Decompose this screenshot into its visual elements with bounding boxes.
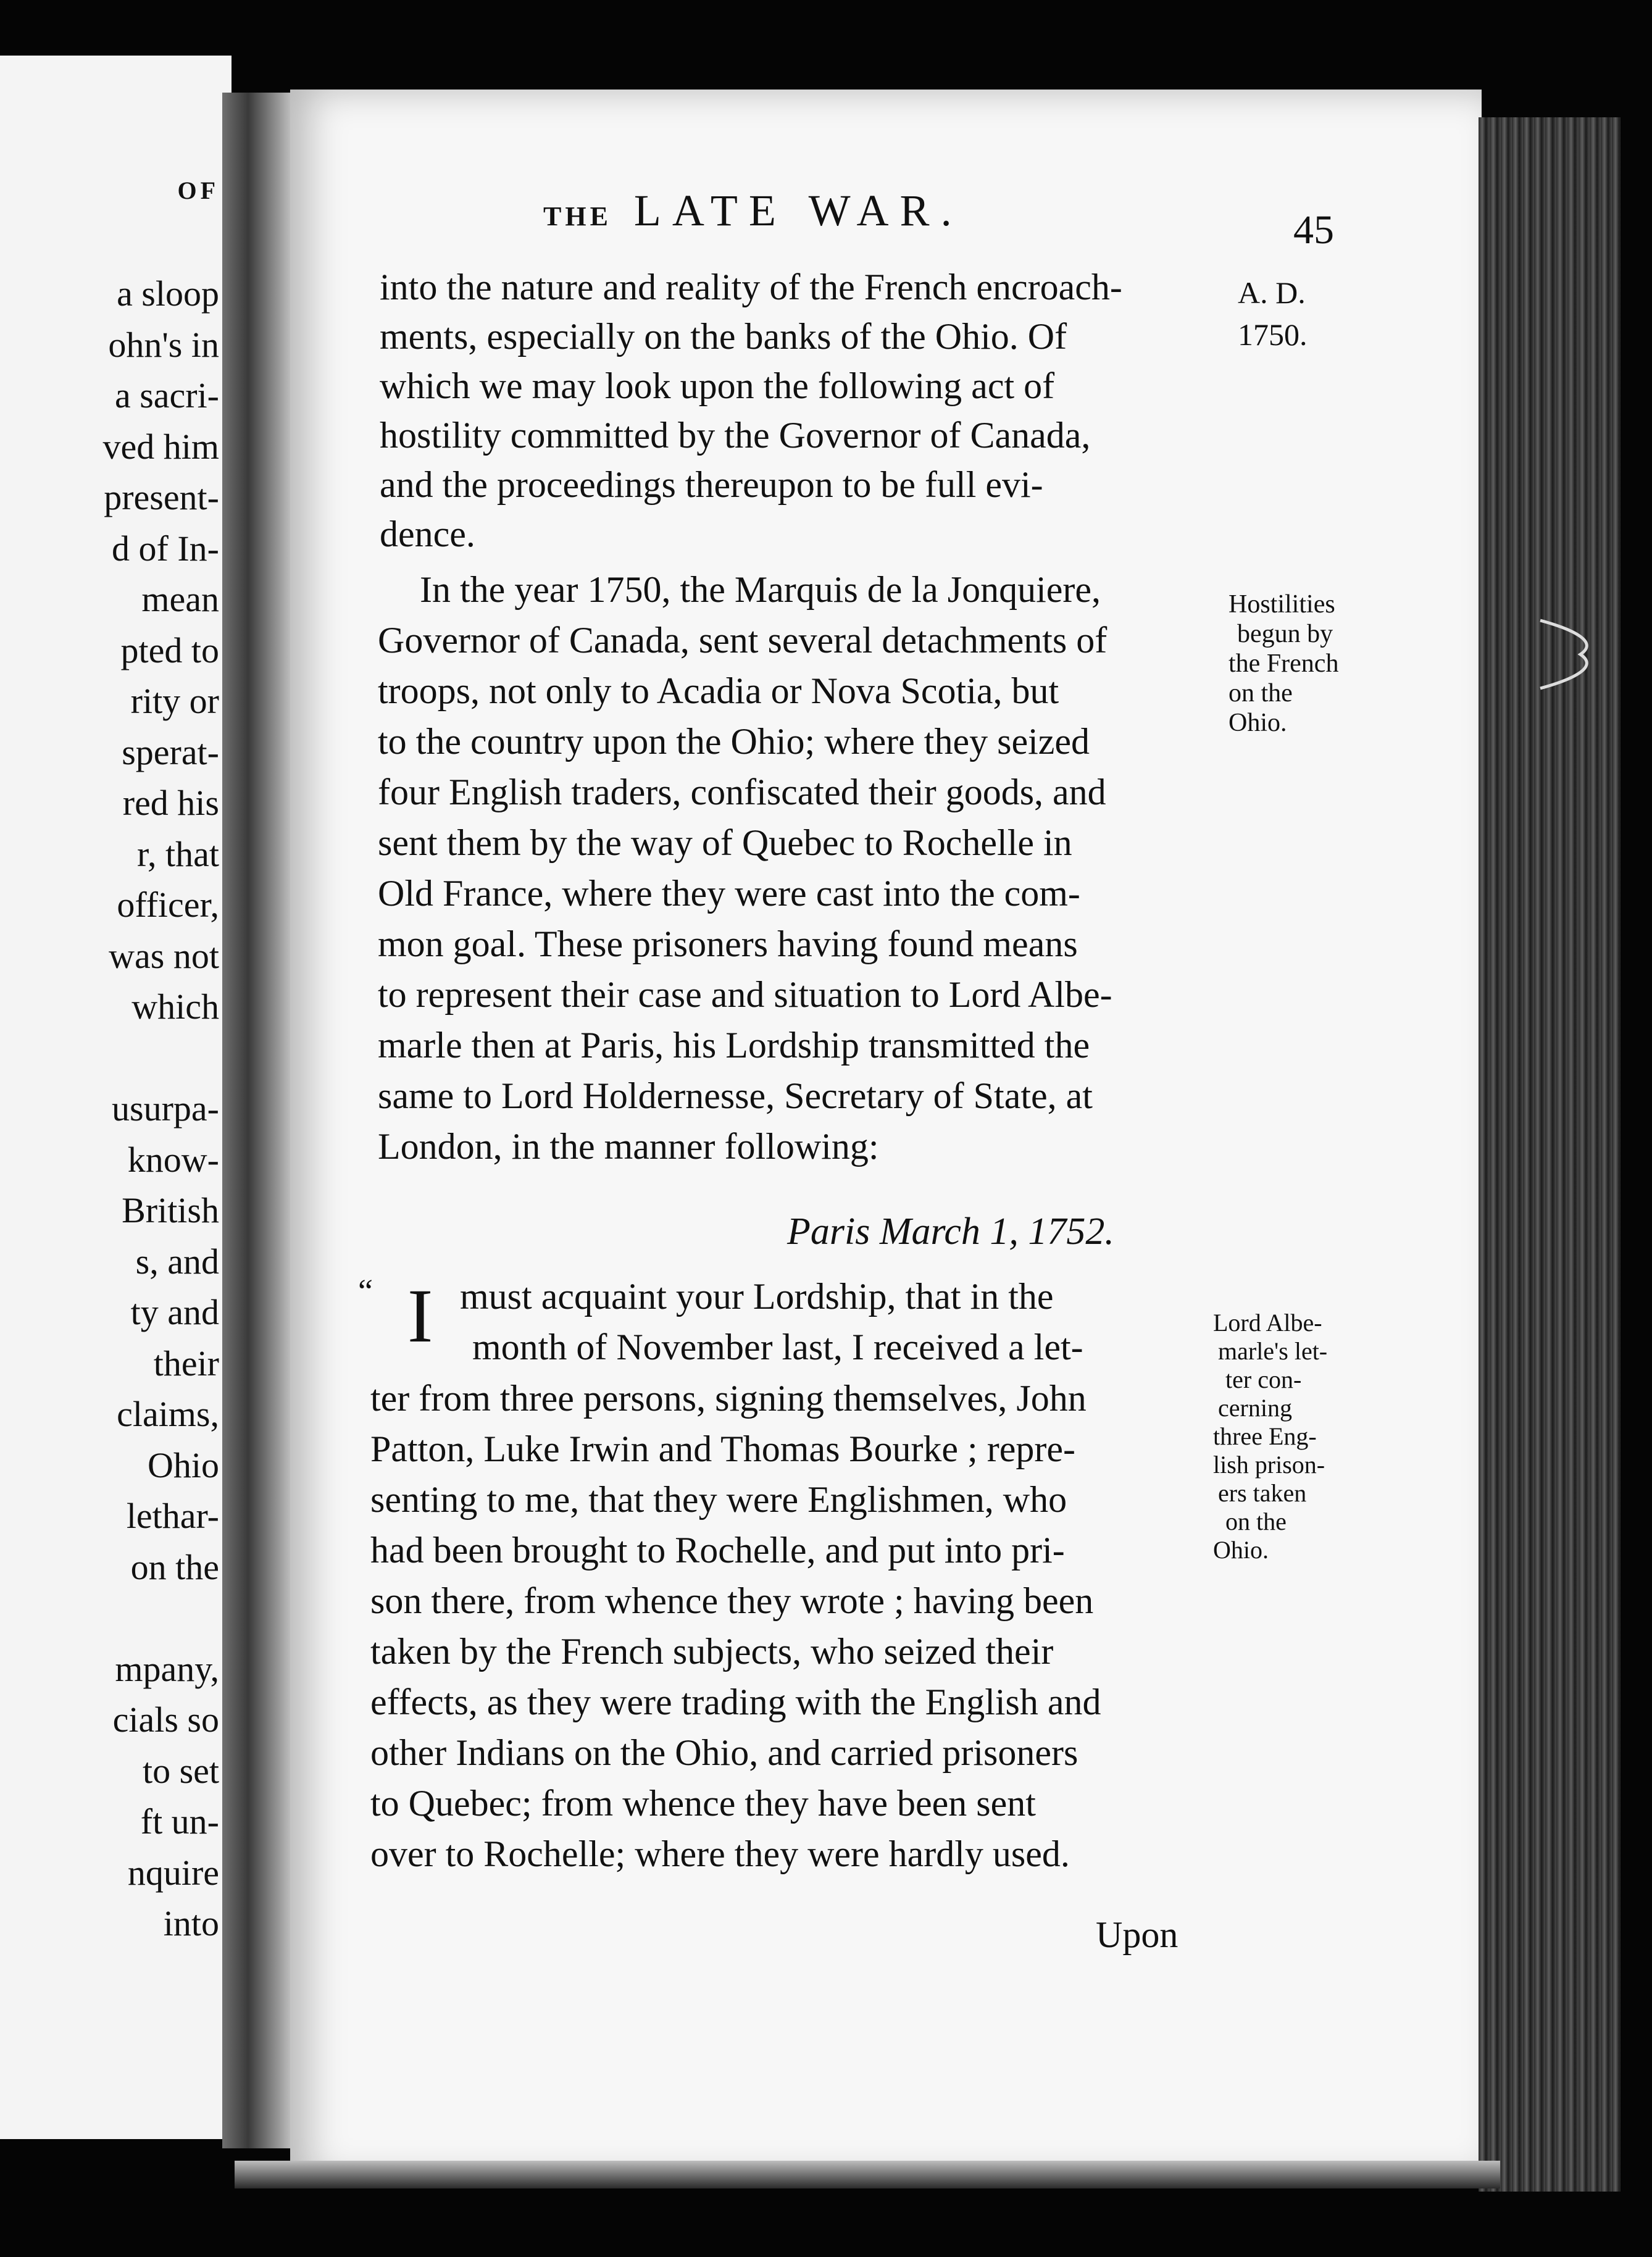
year-note-line: 1750. (1238, 317, 1308, 352)
drop-cap: I (407, 1274, 433, 1358)
left-page-line: ft un- (140, 1801, 219, 1842)
text-line: In the year 1750, the Marquis de la Jonquiere, (420, 569, 1101, 610)
left-facing-page (0, 56, 232, 2139)
opening-quote-mark: “ (358, 1272, 373, 1309)
marginal-line: Hostilities (1229, 590, 1335, 619)
text-line: and the proceedings thereupon to be full evi- (380, 464, 1043, 505)
page-number: 45 (1293, 207, 1334, 252)
book-gutter (222, 93, 296, 2148)
marginal-note-hostilities (1229, 590, 1338, 738)
text-line: son there, from whence they wrote ; having been (370, 1580, 1094, 1621)
text-line: taken by the French subjects, who seized their (370, 1631, 1054, 1672)
text-line: London, in the manner following: (378, 1126, 879, 1167)
text-line: dence. (380, 514, 475, 554)
left-page-line: to set (142, 1750, 219, 1791)
text-line: same to Lord Holdernesse, Secretary of State, at (378, 1075, 1093, 1116)
text-line: ments, especially on the banks of the Ohio. Of (380, 316, 1067, 357)
left-page-line: cials so (112, 1700, 219, 1740)
marginal-line: lish prison- (1213, 1451, 1325, 1479)
marginal-line: on the (1225, 1508, 1287, 1535)
letter-dateline: Paris March 1, 1752. (787, 1211, 1114, 1253)
text-line: month of November last, I received a let- (472, 1327, 1083, 1367)
text-line: into the nature and reality of the French encroach- (380, 267, 1122, 307)
page-bottom-edge (235, 2161, 1500, 2188)
year-note-line: A. D. (1238, 275, 1306, 310)
marginal-line: begun by (1237, 620, 1333, 648)
text-line: senting to me, that they were Englishmen, who (370, 1479, 1067, 1520)
text-line: hostility committed by the Governor of Canada, (380, 415, 1091, 456)
scan-bracket-mark (1537, 617, 1605, 691)
left-page-line: r, that (137, 833, 219, 874)
left-page-line: which (131, 987, 219, 1027)
left-page-line: Ohio (148, 1445, 219, 1485)
running-head (543, 185, 963, 236)
left-page-line: rity or (130, 681, 219, 721)
text-line: Patton, Luke Irwin and Thomas Bourke ; repre- (370, 1429, 1075, 1469)
text-line: to Quebec; from whence they have been sent (370, 1783, 1036, 1824)
text-line: troops, not only to Acadia or Nova Scotia, but (378, 670, 1059, 711)
text-line: sent them by the way of Quebec to Rochelle in (378, 822, 1072, 863)
left-page-line: on the (130, 1546, 219, 1587)
left-page-line: present- (104, 477, 219, 517)
left-page-line: British (122, 1190, 219, 1230)
page-edges (1479, 117, 1621, 2192)
left-page-line: lethar- (126, 1496, 219, 1536)
text-line: over to Rochelle; where they were hardly used. (370, 1834, 1070, 1874)
left-page-line: ved him (102, 426, 219, 467)
marginal-line: ter con- (1225, 1366, 1302, 1393)
marginal-line: the French (1229, 649, 1339, 678)
left-page-line: sperat- (122, 732, 219, 772)
left-page-line: a sacri- (114, 375, 219, 415)
text-line: marle then at Paris, his Lordship transmitted the (378, 1025, 1090, 1066)
marginal-line: marle's let- (1218, 1337, 1328, 1365)
marginal-line: three Eng- (1213, 1422, 1317, 1450)
left-page-line: nquire (127, 1852, 219, 1893)
marginal-line: on the (1229, 679, 1293, 707)
text-line: other Indians on the Ohio, and carried prisoners (370, 1732, 1078, 1773)
left-page-line: their (153, 1343, 219, 1383)
year-margin-note (1238, 272, 1308, 356)
left-page-line: ohn's in (108, 324, 219, 365)
text-line: ter from three persons, signing themselves, John (370, 1378, 1087, 1419)
marginal-line: Lord Albe- (1213, 1309, 1322, 1337)
left-page-line: mpany, (115, 1648, 219, 1689)
left-page-line: officer, (117, 885, 219, 925)
left-page-line: s, and (135, 1241, 219, 1282)
left-running-head: OF (177, 177, 219, 204)
left-page-line: know- (127, 1139, 219, 1180)
text-line: effects, as they were trading with the English and (370, 1682, 1101, 1722)
marginal-line: ers taken (1218, 1479, 1307, 1507)
text-line: Governor of Canada, sent several detachments of (378, 620, 1108, 661)
left-page-line: was not (109, 935, 219, 976)
marginal-line: cerning (1218, 1394, 1292, 1422)
left-page-line: d of In- (112, 528, 219, 569)
text-line: to the country upon the Ohio; where they seized (378, 721, 1090, 762)
text-line: which we may look upon the following act of (380, 365, 1055, 406)
text-line: to represent their case and situation to Lord Albe- (378, 974, 1112, 1015)
text-line: four English traders, confiscated their goods, and (378, 772, 1106, 812)
left-page-line: a sloop (117, 273, 219, 314)
catchword: Upon (1096, 1914, 1179, 1955)
running-head-title: LATE WAR. (633, 186, 963, 235)
marginal-note-albemarle-letter (1213, 1309, 1327, 1564)
text-line: Old France, where they were cast into the com- (378, 873, 1080, 914)
left-page-line: ty and (130, 1292, 219, 1332)
marginal-line: Ohio. (1229, 709, 1287, 737)
text-line: must acquaint your Lordship, that in the (460, 1276, 1054, 1317)
running-head-article: THE (543, 201, 612, 232)
left-page-line: usurpa- (112, 1088, 219, 1128)
left-page-line: into (163, 1903, 219, 1943)
text-line: had been brought to Rochelle, and put into pri- (370, 1530, 1065, 1571)
left-page-line: red his (122, 783, 219, 823)
left-page-line: pted to (120, 630, 219, 670)
text-line: mon goal. These prisoners having found means (378, 924, 1078, 964)
left-page-line: claims, (117, 1394, 219, 1434)
left-page-line: mean (141, 579, 219, 619)
marginal-line: Ohio. (1213, 1536, 1269, 1564)
